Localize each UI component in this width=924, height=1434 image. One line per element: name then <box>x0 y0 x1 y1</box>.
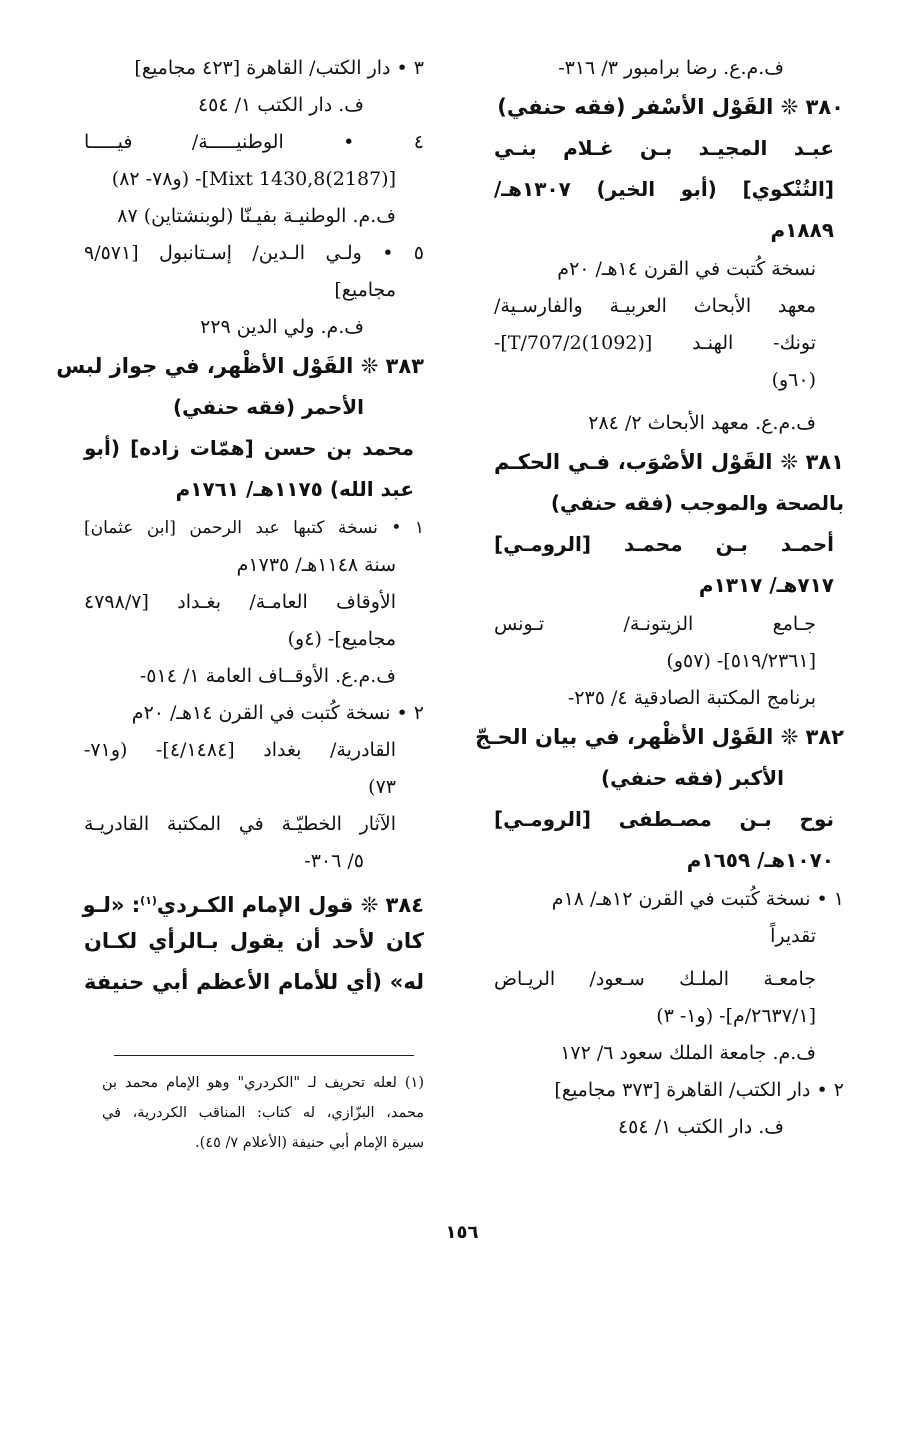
footnote-line: سيرة الإمام أبي حنيفة (الأعلام ٧/ ٤٥). <box>195 1135 424 1151</box>
left-column-line: الأوقاف العامـة/ بغـداد [٤٧٩٨/٧ <box>84 591 396 613</box>
right-column-line: ٣٨٠ ❊ القَوْل الأسْفر (فقه حنفي) <box>497 95 844 119</box>
right-column-line: ف. دار الكتب ١/ ٤٥٤ <box>617 1116 784 1138</box>
footnote-line: (١) لعله تحريف لـ "الكردري" وهو الإمام محمد بن <box>102 1075 424 1091</box>
right-column-line: أحمـد بـن محمـد [الرومـي] <box>494 532 834 556</box>
left-column-line: ٥/ ٣٠٦- <box>304 850 364 872</box>
right-column-line: جـامع الزيتونـة/ تـونس <box>494 613 816 635</box>
left-column-line: عبد الله) ١١٧٥هـ/ ١٧٦١م <box>175 477 414 501</box>
right-column-line: ٢ • دار الكتب/ القاهرة [٣٧٣ مجاميع] <box>554 1079 844 1101</box>
footnote-reference[interactable]: (١) <box>140 894 157 907</box>
right-column-line: ف.م.ع. رضا برامبور ٣/ ٣١٦- <box>558 57 784 79</box>
left-column-line: محمد بن حسن [همّات زاده] (أبو <box>84 436 414 460</box>
right-column-line: معهد الأبحاث العربيـة والفارسـية/ <box>494 295 816 317</box>
left-column-line: ف.م.ع. الأوقــاف العامة ١/ ٥١٤- <box>139 665 396 687</box>
entry-heading-tail: : «لـو <box>82 893 141 917</box>
left-column-line: ٣ • دار الكتب/ القاهرة [٤٢٣ مجاميع] <box>134 57 424 79</box>
right-column-line: عبـد المجيـد بـن غـلام بنـي <box>494 136 834 160</box>
right-column-line: برنامج المكتبة الصادقية ٤/ ٢٣٥- <box>567 687 816 709</box>
left-column-line: ٣٨٣ ❊ القَوْل الأظْهر، في جواز لبس <box>56 354 424 378</box>
page-number: ١٥٦ <box>445 1222 479 1243</box>
right-column-line: نوح بـن مصـطفى [الرومـي] <box>494 807 834 831</box>
left-column-line: ف.م. الوطنيـة بفيـنّا (لوبنشتاين) ٨٧ <box>117 205 396 227</box>
right-column-line: ٧١٧هـ/ ١٣١٧م <box>698 573 834 597</box>
entry-heading-text: ٣٨٤ ❊ قول الإمام الكـردي <box>156 893 424 917</box>
left-column-line: ٢ • نسخة كُتبت في القرن ١٤هـ/ ٢٠م <box>131 702 424 724</box>
right-column-line: [التُنْكوي] (أبو الخير) ١٣٠٧هـ/ <box>494 177 834 201</box>
left-column-line: سنة ١١٤٨هـ/ ١٧٣٥م <box>236 554 396 576</box>
right-column-line: ٣٨١ ❊ القَوْل الأصْوَب، فـي الحكـم <box>494 450 844 474</box>
left-column-line: الآثار الخطيّـة في المكتبة القادريـة <box>84 813 396 835</box>
right-column-line: ٣٨٢ ❊ القَوْل الأظْهر، في بيان الحـجّ <box>475 725 844 749</box>
left-column-line: ٤ • الوطنيـــــة/ فيـــــا <box>84 131 424 153</box>
left-column-line: [Mixt 1430,8(2187)]- (و٧٨- ٨٢) <box>111 168 396 190</box>
left-column-line: القادرية/ بغداد [٤/١٤٨٤]- (و٧١- <box>84 739 396 761</box>
left-column-line: كان لأحد أن يقول بـالرأي لكـان <box>84 929 424 953</box>
left-column-line: ٥ • ولـي الـدين/ إسـتانبول [٩/٥٧١ <box>84 242 424 264</box>
right-column-line: [٢٦٣٧/١/م]- (و١- ٣) <box>656 1005 816 1027</box>
right-column-line: تونك- الهنـد [T/707/2(1092)]- <box>494 332 816 354</box>
footnote-divider <box>114 1055 414 1056</box>
right-column-line: ١ • نسخة كُتبت في القرن ١٢هـ/ ١٨م <box>551 888 844 910</box>
right-column-line: بالصحة والموجب (فقه حنفي) <box>550 491 844 515</box>
left-column-line <box>84 880 424 921</box>
left-column-line: له» (أي للأمام الأعظم أبي حنيفة <box>84 970 424 994</box>
right-column-line: جامعـة الملـك سـعود/ الريـاض <box>494 968 816 990</box>
left-column-line: مجاميع]- (٤و) <box>287 628 396 650</box>
footnote <box>102 1068 424 1158</box>
right-column-line: ١٨٨٩م <box>770 218 834 242</box>
right-column-line: ف.م.ع. معهد الأبحاث ٢/ ٢٨٤ <box>588 412 816 434</box>
right-column <box>475 50 844 1146</box>
left-column-line: ٧٣) <box>368 776 396 798</box>
left-column-line: ١ • نسخة كتبها عبد الرحمن [ابن عثمان] <box>84 518 424 538</box>
left-column-line: ف.م. ولي الدين ٢٢٩ <box>200 316 364 338</box>
left-column-line: مجاميع] <box>334 279 396 301</box>
right-column-line: نسخة كُتبت في القرن ١٤هـ/ ٢٠م <box>557 258 816 280</box>
right-column-line: الأكبر (فقه حنفي) <box>600 766 784 790</box>
right-column-line: ف.م. جامعة الملك سعود ٦/ ١٧٢ <box>560 1042 816 1064</box>
left-column-line: ف. دار الكتب ١/ ٤٥٤ <box>197 94 364 116</box>
footnote-line: محمد، البزّازي، له كتاب: المناقب الكردرية، في <box>102 1105 424 1121</box>
right-column-line: (٦٠و) <box>771 369 816 391</box>
right-column-line: تقديراً <box>770 925 816 947</box>
left-column <box>56 50 424 1003</box>
right-column-line: ١٠٧٠هـ/ ١٦٥٩م <box>686 848 834 872</box>
right-column-line: [٥١٩/٢٣٦١]- (٥٧و) <box>666 650 816 672</box>
left-column-line: الأحمر (فقه حنفي) <box>172 395 364 419</box>
